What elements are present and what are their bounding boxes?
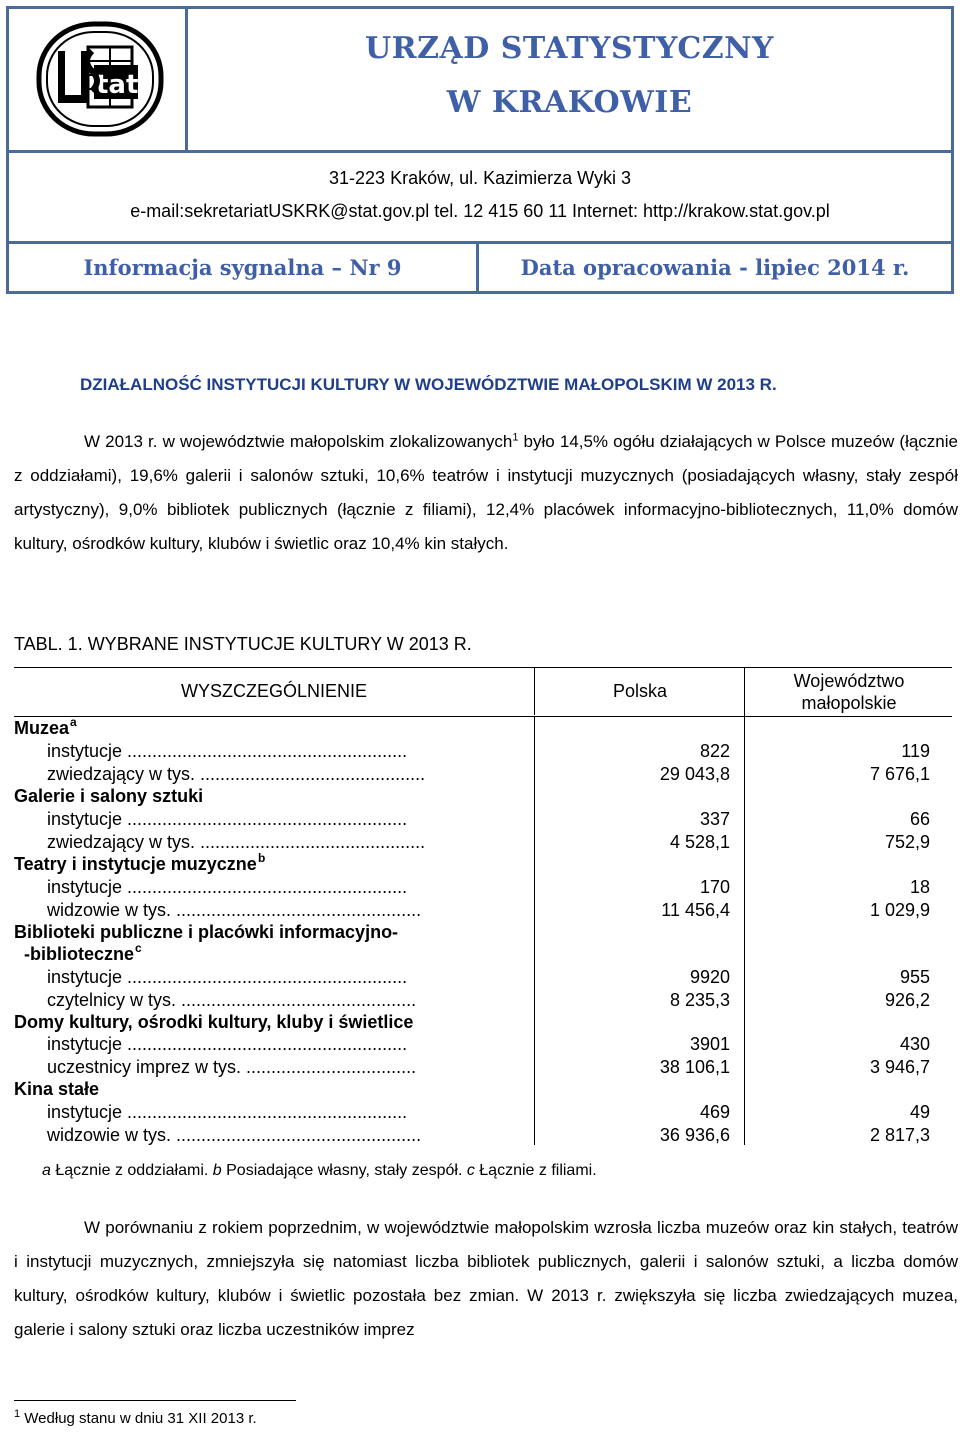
office-title-line2: W KRAKOWIE [446,85,693,120]
value-poland: 337 [699,809,730,829]
footnote-ref: 1 [512,431,519,444]
note-b-mark: b [212,1162,222,1179]
footnote [14,1410,257,1427]
table-row [14,832,952,855]
intro-text-rest: było 14,5% ogółu działających w Polsce muzeów (łącznie z oddziałami), 19,6% galerii i salonów sztuki, 10,6% teatrów i instytucji muzycznych (posiadających własny, stały zespół artystyczny), 9,0% bibliotek publicznych (łącznie z filiami), 12,4% placówek informacyjno-bibliotecznych, 11,0% domów kultury, ośrodków kultury, klubów i świetlic oraz 10,4% kin stałych. [14,432,958,553]
row-label: instytucje ........................................................ [47,967,408,987]
table-group-row [14,786,952,809]
value-malopolskie: 66 [909,809,930,829]
row-label: instytucje ........................................................ [47,741,408,761]
row-label: instytucje ........................................................ [47,1034,408,1054]
table-row [14,1102,952,1125]
table-group-row [14,1079,952,1102]
value-malopolskie: 3 946,7 [869,1057,930,1077]
document-title: DZIAŁALNOŚĆ INSTYTUCJI KULTURY W WOJEWÓDZTWIE MAŁOPOLSKIM W 2013 R. [80,375,777,394]
col-header-voivodeship-l2: małopolskie [801,693,897,713]
value-poland: 170 [699,877,730,897]
col-header-voivodeship [744,668,953,717]
row-label: Muzea [14,718,70,738]
row-label: Biblioteki publiczne i placówki informacyjno- [14,922,399,942]
row-label: Domy kultury, ośrodki kultury, kluby i świetlice [14,1012,414,1032]
value-malopolskie: 2 817,3 [869,1125,930,1145]
table-row [14,967,952,990]
table-group-row: Muzea a [14,715,77,738]
table-row [14,809,952,832]
note-a-mark: a [42,1162,51,1179]
value-poland: 36 936,6 [659,1125,730,1145]
table-row [14,1125,952,1148]
value-poland: 29 043,8 [659,764,730,784]
intro-paragraph [14,425,958,561]
value-poland: 38 106,1 [659,1057,730,1077]
note-c-mark: c [466,1162,475,1179]
intro-text-start: W 2013 r. w województwie małopolskim zlokalizowanych [84,432,513,451]
value-malopolskie: 955 [899,967,930,987]
row-label: Galerie i salony sztuki [14,786,204,806]
col-header-voivodeship-l1: Województwo [793,671,905,691]
table-header [14,667,952,717]
letterhead [6,6,954,294]
col-header-item: WYSZCZEGÓLNIENIE [180,681,368,701]
contact-line: e-mail:sekretariatUSKRK@stat.gov.pl tel. 12 415 60 11 Internet: http://krakow.stat.gov.pl [130,201,830,221]
table-group-row: Teatry i instytucje muzyczne b [14,851,266,874]
value-malopolskie: 49 [909,1102,930,1122]
table-title: TABL. 1. WYBRANE INSTYTUCJE KULTURY W 2013 R. [14,634,472,654]
col-header-poland: Polska [534,668,745,715]
row-label: czytelnicy w tys. ............................................... [47,990,417,1010]
postal-address: 31-223 Kraków, ul. Kazimierza Wyki 3 [329,168,631,188]
table-group-row [14,1012,952,1035]
office-title [188,9,951,150]
svg-text:tat: tat [96,70,139,100]
table-group-row [14,922,952,945]
row-label: widzowie w tys. ................................................. [47,1125,422,1145]
footnote-rule [14,1400,296,1401]
table-row [14,900,952,923]
row-label: instytucje ........................................................ [47,1102,408,1122]
value-malopolskie: 752,9 [884,832,930,852]
office-title-line1: URZĄD STATYSTYCZNY [365,31,774,66]
table-row [14,990,952,1013]
value-malopolskie: 119 [901,741,930,761]
row-label: -biblioteczne [24,944,135,964]
table-row [14,1057,952,1080]
footnote-mark: 1 [14,1408,21,1420]
value-poland: 4 528,1 [669,832,730,852]
value-malopolskie: 7 676,1 [869,764,930,784]
value-poland: 3901 [689,1034,730,1054]
row-label: Kina stałe [14,1079,100,1099]
note-b-text: Posiadające własny, stały zespół. [221,1162,467,1179]
row-label: zwiedzający w tys. ............................................. [47,764,426,784]
value-poland: 822 [699,741,730,761]
address-block [9,150,951,244]
table-row [14,877,952,900]
row-label: zwiedzający w tys. ............................................. [47,832,426,852]
table-row [14,1034,952,1057]
table-row [14,764,952,787]
logo-cell [9,9,188,150]
table-notes [42,1162,597,1180]
row-label: uczestnicy imprez w tys. .................................. [47,1057,417,1077]
table-group-row: -biblioteczne c [24,941,142,964]
value-poland: 8 235,3 [669,990,730,1010]
value-malopolskie: 430 [899,1034,930,1054]
value-malopolskie: 1 029,9 [869,900,930,920]
value-poland: 11 456,4 [661,900,730,920]
note-a-text: Łącznie z oddziałami. [50,1162,213,1179]
footnote-text: Według stanu w dniu 31 XII 2013 r. [20,1410,257,1427]
row-label: Teatry i instytucje muzyczne [14,854,257,874]
row-label: instytucje ........................................................ [47,877,408,897]
value-poland: 9920 [689,967,730,987]
bulletin-number: Informacja sygnalna – Nr 9 [9,244,479,291]
value-poland: 469 [699,1102,730,1122]
value-malopolskie: 926,2 [884,990,930,1010]
table-row [14,741,952,764]
note-c-text: Łącznie z filiami. [474,1162,597,1179]
value-malopolskie: 18 [909,877,930,897]
publication-date: Data opracowania - lipiec 2014 r. [520,255,910,280]
ustat-logo-icon [36,21,164,137]
row-label: instytucje ........................................................ [47,809,408,829]
comparison-paragraph [14,1211,958,1347]
comparison-text: W porównaniu z rokiem poprzednim, w województwie małopolskim wzrosła liczba muzeów oraz kin stałych, teatrów i instytucji muzycznych, zmniejszyła się natomiast liczba bibliotek publicznych, galerii i salonów sztuki, a liczba domów kultury, ośrodków kultury, klubów i świetlic pozostała bez zmian. W 2013 r. zwiększyła się liczba zwiedzających muzea, galerie i salony sztuki oraz liczba uczestników imprez [14,1218,958,1339]
row-label: widzowie w tys. ................................................. [47,900,422,920]
